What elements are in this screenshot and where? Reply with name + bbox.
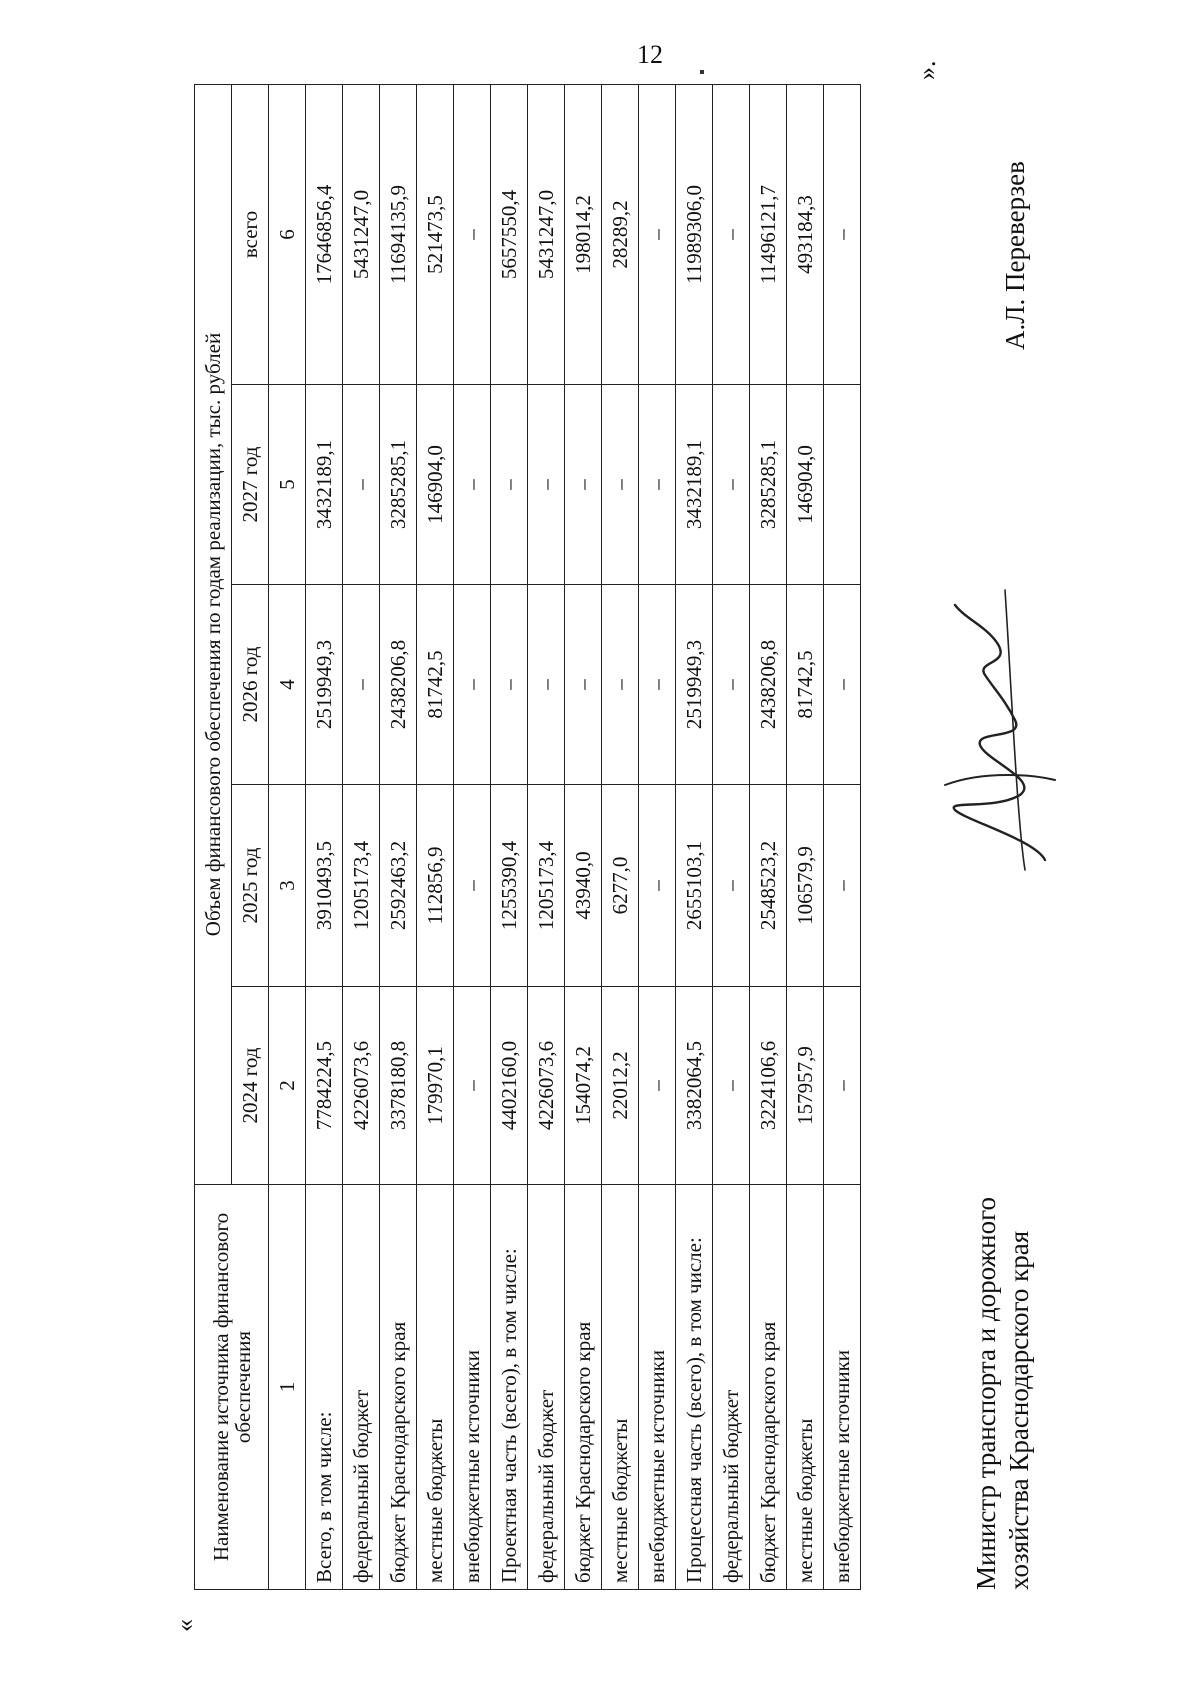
- signatory-position-line1: Министр транспорта и дорожного: [971, 1197, 1001, 1590]
- row-value-1: 3224106,6: [750, 987, 787, 1185]
- row-value-1: 154074,2: [565, 987, 602, 1185]
- table-row: [639, 85, 676, 1590]
- row-value-3: 2519949,3: [306, 585, 343, 785]
- row-source-name: бюджет Краснодарского края: [750, 1185, 787, 1590]
- table-row: [676, 85, 713, 1590]
- header-source-name: Наименование источника финансового обеспечения: [195, 1185, 269, 1590]
- table-row: [713, 85, 750, 1590]
- table-row: [417, 85, 454, 1590]
- row-value-4: –: [565, 385, 602, 585]
- row-value-1: –: [713, 987, 750, 1185]
- row-value-1: 179970,1: [417, 987, 454, 1185]
- rotated-page-content: [170, 60, 1070, 1640]
- row-value-4: –: [713, 385, 750, 585]
- row-value-3: –: [824, 585, 861, 785]
- row-value-3: 81742,5: [787, 585, 824, 785]
- signatory-position: [970, 1197, 1036, 1590]
- row-value-3: –: [713, 585, 750, 785]
- row-value-3: –: [343, 585, 380, 785]
- row-value-1: 3382064,5: [676, 987, 713, 1185]
- table-row: [306, 85, 343, 1590]
- row-value-1: 7784224,5: [306, 987, 343, 1185]
- row-source-name: внебюджетные источники: [639, 1185, 676, 1590]
- handwritten-signature: [925, 580, 1075, 880]
- row-value-2: 112856,9: [417, 785, 454, 987]
- table-row: [343, 85, 380, 1590]
- header-row-numbering: [269, 85, 306, 1590]
- row-value-1: –: [454, 987, 491, 1185]
- table-row: [565, 85, 602, 1590]
- row-value-1: 4226073,6: [528, 987, 565, 1185]
- row-value-4: –: [491, 385, 528, 585]
- row-value-1: 22012,2: [602, 987, 639, 1185]
- financing-table: [194, 84, 861, 1590]
- row-value-3: –: [565, 585, 602, 785]
- row-source-name: бюджет Краснодарского края: [380, 1185, 417, 1590]
- header-financing-volume: Объем финансового обеспечения по годам реализации, тыс. рублей: [195, 85, 232, 1185]
- row-value-5: 11989306,0: [676, 85, 713, 385]
- row-value-3: –: [491, 585, 528, 785]
- row-value-5: 521473,5: [417, 85, 454, 385]
- header-year-4: 2027 год: [232, 385, 269, 585]
- row-value-4: 3285285,1: [380, 385, 417, 585]
- column-number-4: 4: [269, 585, 306, 785]
- row-value-5: –: [639, 85, 676, 385]
- row-source-name: внебюджетные источники: [454, 1185, 491, 1590]
- signatory-position-line2: хозяйства Краснодарского края: [1004, 1230, 1034, 1590]
- table-row: [602, 85, 639, 1590]
- row-value-4: [824, 385, 861, 585]
- row-value-5: 5431247,0: [528, 85, 565, 385]
- row-source-name: Проектная часть (всего), в том числе:: [491, 1185, 528, 1590]
- table-row: [750, 85, 787, 1590]
- row-value-2: –: [824, 785, 861, 987]
- row-value-2: 1205173,4: [528, 785, 565, 987]
- table-row: [454, 85, 491, 1590]
- row-value-5: –: [824, 85, 861, 385]
- header-row-top: [195, 85, 232, 1590]
- row-value-2: 1255390,4: [491, 785, 528, 987]
- row-value-2: 43940,0: [565, 785, 602, 987]
- row-source-name: бюджет Краснодарского края: [565, 1185, 602, 1590]
- row-value-4: –: [454, 385, 491, 585]
- row-source-name: местные бюджеты: [417, 1185, 454, 1590]
- row-value-4: –: [343, 385, 380, 585]
- row-value-2: –: [713, 785, 750, 987]
- header-year-1: 2024 год: [232, 987, 269, 1185]
- row-value-4: 3285285,1: [750, 385, 787, 585]
- column-number-1: 1: [269, 1185, 306, 1590]
- row-value-5: 28289,2: [602, 85, 639, 385]
- row-value-3: 2438206,8: [750, 585, 787, 785]
- row-value-4: 146904,0: [787, 385, 824, 585]
- row-value-2: 1205173,4: [343, 785, 380, 987]
- header-year-5: всего: [232, 85, 269, 385]
- column-number-2: 2: [269, 987, 306, 1185]
- row-value-5: 17646856,4: [306, 85, 343, 385]
- table-row: [787, 85, 824, 1590]
- row-value-4: 3432189,1: [306, 385, 343, 585]
- row-value-3: 81742,5: [417, 585, 454, 785]
- row-value-2: –: [454, 785, 491, 987]
- row-value-3: –: [602, 585, 639, 785]
- row-value-5: 5657550,4: [491, 85, 528, 385]
- row-source-name: внебюджетные источники: [824, 1185, 861, 1590]
- column-number-3: 3: [269, 785, 306, 987]
- column-number-5: 5: [269, 385, 306, 585]
- row-value-4: 3432189,1: [676, 385, 713, 585]
- row-value-5: 493184,3: [787, 85, 824, 385]
- column-number-6: 6: [269, 85, 306, 385]
- row-value-4: 146904,0: [417, 385, 454, 585]
- row-value-4: –: [528, 385, 565, 585]
- row-value-2: 106579,9: [787, 785, 824, 987]
- table-row: [824, 85, 861, 1590]
- row-value-4: –: [602, 385, 639, 585]
- row-value-5: 11694135,9: [380, 85, 417, 385]
- row-source-name: Всего, в том числе:: [306, 1185, 343, 1590]
- row-value-1: 3378180,8: [380, 987, 417, 1185]
- row-value-1: 4402160,0: [491, 987, 528, 1185]
- row-value-5: –: [454, 85, 491, 385]
- closing-quote: ».: [912, 60, 941, 80]
- table-row: [380, 85, 417, 1590]
- row-value-5: 11496121,7: [750, 85, 787, 385]
- row-value-5: 198014,2: [565, 85, 602, 385]
- row-value-1: –: [639, 987, 676, 1185]
- row-value-2: 2548523,2: [750, 785, 787, 987]
- row-value-3: –: [528, 585, 565, 785]
- row-value-2: –: [639, 785, 676, 987]
- opening-quote: «: [170, 1619, 199, 1632]
- row-value-1: 157957,9: [787, 987, 824, 1185]
- row-value-2: 2655103,1: [676, 785, 713, 987]
- table-row: [528, 85, 565, 1590]
- header-year-2: 2025 год: [232, 785, 269, 987]
- row-value-3: 2438206,8: [380, 585, 417, 785]
- row-value-3: –: [454, 585, 491, 785]
- row-source-name: федеральный бюджет: [343, 1185, 380, 1590]
- table-row: [491, 85, 528, 1590]
- page-number: 12: [637, 40, 663, 69]
- table-body: [306, 85, 861, 1590]
- row-value-3: 2519949,3: [676, 585, 713, 785]
- row-value-4: –: [639, 385, 676, 585]
- scan-speck: [700, 70, 704, 74]
- row-value-5: –: [713, 85, 750, 385]
- row-value-5: 5431247,0: [343, 85, 380, 385]
- row-value-2: 2592463,2: [380, 785, 417, 987]
- row-source-name: федеральный бюджет: [713, 1185, 750, 1590]
- row-source-name: местные бюджеты: [787, 1185, 824, 1590]
- row-value-3: –: [639, 585, 676, 785]
- row-value-1: –: [824, 987, 861, 1185]
- row-source-name: федеральный бюджет: [528, 1185, 565, 1590]
- row-value-2: 3910493,5: [306, 785, 343, 987]
- row-source-name: Процессная часть (всего), в том числе:: [676, 1185, 713, 1590]
- row-value-2: 6277,0: [602, 785, 639, 987]
- row-value-1: 4226073,6: [343, 987, 380, 1185]
- signatory-name: А.Л. Переверзев: [1000, 161, 1030, 350]
- row-source-name: местные бюджеты: [602, 1185, 639, 1590]
- header-year-3: 2026 год: [232, 585, 269, 785]
